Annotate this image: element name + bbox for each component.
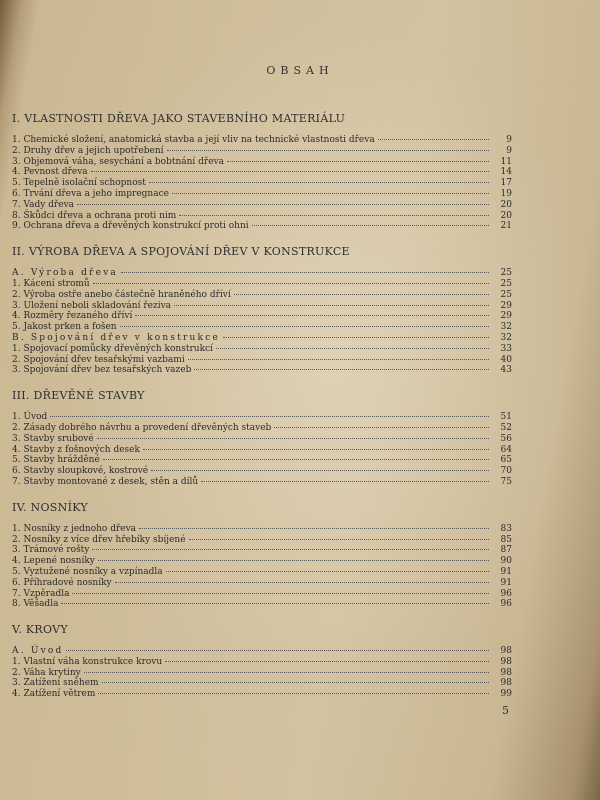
- entry-page-number: 40: [500, 354, 512, 365]
- section-heading: IV. NOSNÍKY: [12, 500, 88, 514]
- entry-title: 7. Stavby montované z desek, stěn a dílů: [12, 476, 199, 487]
- toc-entry: [12, 290, 512, 301]
- toc-entry: [12, 157, 512, 168]
- entry-page-number: 99: [500, 689, 512, 700]
- entry-title: 2. Váha krytiny: [12, 667, 81, 678]
- entry-title: 1. Kácení stromů: [12, 278, 90, 289]
- toc-entry: [12, 466, 512, 477]
- table-of-contents: [12, 110, 512, 711]
- entry-page-number: 29: [500, 300, 512, 311]
- entry-page-number: 20: [500, 199, 512, 210]
- entry-title: 8. Věšadla: [12, 599, 59, 610]
- toc-entry: [12, 344, 512, 355]
- entry-title: 1. Vlastní váha konstrukce krovu: [12, 656, 163, 667]
- dot-leader: [274, 426, 489, 428]
- toc-entry: [12, 646, 512, 657]
- dot-leader: [151, 469, 489, 471]
- toc-entry: [12, 167, 512, 178]
- dot-leader: [66, 649, 489, 651]
- toc-entry: [12, 178, 512, 189]
- entry-title: 4. Pevnost dřeva: [12, 167, 88, 178]
- dot-leader: [77, 203, 489, 205]
- toc-entry: [12, 668, 512, 679]
- entry-page-number: 56: [500, 433, 512, 444]
- toc-entry: [12, 333, 512, 344]
- entry-page-number: 90: [500, 556, 512, 567]
- entry-page-number: 33: [500, 343, 512, 354]
- toc-entry: [12, 455, 512, 466]
- dot-leader: [91, 170, 489, 172]
- toc-entry: [12, 657, 512, 668]
- entry-page-number: 83: [500, 523, 512, 534]
- entry-title: 5. Jakost prken a fošen: [12, 322, 117, 333]
- dot-leader: [102, 681, 489, 683]
- entry-title: 4. Rozměry řezaného dříví: [12, 311, 133, 322]
- section-heading: I. VLASTNOSTI DŘEVA JAKO STAVEBNÍHO MATERIÁLU: [12, 112, 346, 125]
- dot-leader: [50, 415, 489, 417]
- dot-leader: [252, 224, 489, 226]
- entry-title: 3. Zatížení sněhem: [12, 678, 99, 689]
- dot-leader: [223, 336, 489, 338]
- toc-section: [12, 243, 512, 387]
- entry-title: 5. Stavby hrážděné: [12, 455, 100, 466]
- toc-entry: [12, 322, 512, 333]
- entry-title: 3. Stavby srubové: [12, 433, 94, 444]
- entry-page-number: 70: [500, 466, 512, 477]
- toc-entry: [12, 365, 512, 376]
- toc-entry: [12, 545, 512, 556]
- dot-leader: [115, 581, 489, 583]
- toc-entry: [12, 599, 512, 610]
- entry-page-number: 75: [500, 476, 512, 487]
- dot-leader: [143, 448, 489, 450]
- entry-title: 6. Stavby sloupkové, kostrové: [12, 466, 149, 477]
- entry-title: 3. Uložení neboli skladování řeziva: [12, 300, 172, 311]
- toc-entry: [12, 689, 512, 700]
- entry-page-number: 21: [500, 221, 512, 232]
- entry-title: 1. Úvod: [12, 412, 48, 423]
- entry-title: 5. Vyztužené nosníky a vzpínadla: [12, 566, 163, 577]
- entry-title: 2. Zásady dobrého návrhu a provedení dřevěných staveb: [12, 422, 272, 433]
- toc-entry: [12, 221, 512, 232]
- entry-page-number: 11: [500, 156, 512, 167]
- page-title: OBSAH: [266, 64, 334, 77]
- entry-title: 1. Spojovací pomůcky dřevěných konstrukcí: [12, 343, 213, 354]
- entry-title: 4. Zatížení větrem: [12, 689, 96, 700]
- toc-entry: [12, 211, 512, 222]
- toc-entry: [12, 524, 512, 535]
- dot-leader: [165, 660, 489, 662]
- entry-page-number: 91: [500, 566, 512, 577]
- toc-entry: [12, 556, 512, 567]
- entry-page-number: 85: [500, 534, 512, 545]
- dot-leader: [92, 548, 489, 550]
- section-heading: V. KROVY: [12, 623, 68, 637]
- entry-title: 7. Vzpěradla: [12, 588, 70, 599]
- dot-leader: [139, 527, 489, 529]
- dot-leader: [378, 138, 489, 140]
- toc-entry: [12, 311, 512, 322]
- entry-title: 7. Vady dřeva: [12, 199, 75, 210]
- entry-title: 2. Druhy dřev a jejich upotřebení: [12, 145, 164, 156]
- entry-title: 1. Chemické složení, anatomická stavba a její vliv na technické vlastnosti dřeva: [12, 135, 375, 145]
- entry-page-number: 25: [500, 289, 512, 300]
- dot-leader: [166, 570, 489, 572]
- entry-page-number: 43: [500, 365, 512, 376]
- entry-page-number: 9: [506, 135, 512, 145]
- dot-leader: [121, 271, 489, 273]
- section-heading: II. VÝROBA DŘEVA A SPOJOVÁNÍ DŘEV V KONSTRUKCE: [12, 245, 350, 259]
- entry-page-number: 64: [500, 444, 512, 455]
- dot-leader: [201, 480, 489, 482]
- toc-section: [12, 387, 512, 499]
- entry-page-number: 98: [500, 656, 512, 667]
- entry-page-number: 96: [500, 588, 512, 599]
- dot-leader: [135, 314, 489, 316]
- section-heading: III. DŘEVĚNÉ STAVBY: [12, 389, 145, 403]
- dot-leader: [93, 282, 489, 284]
- dot-leader: [97, 437, 489, 439]
- entry-page-number: 25: [500, 268, 512, 279]
- entry-page-number: 52: [500, 422, 512, 433]
- dot-leader: [174, 304, 489, 306]
- toc-section: [12, 621, 512, 711]
- dot-leader: [98, 692, 489, 694]
- entry-title: 1. Nosníky z jednoho dřeva: [12, 523, 137, 534]
- entry-title: 2. Nosníky z více dřev hřebíky sbíjené: [12, 534, 186, 545]
- page-number: 5: [502, 704, 509, 717]
- toc-entry: [12, 423, 512, 434]
- toc-entry: [12, 578, 512, 589]
- toc-entry: [12, 355, 512, 366]
- entry-title: B. Spojování dřev v konstrukce: [12, 332, 220, 343]
- dot-leader: [227, 160, 489, 162]
- entry-page-number: 19: [500, 188, 512, 199]
- entry-page-number: 65: [500, 455, 512, 466]
- entry-page-number: 17: [500, 178, 512, 189]
- toc-section: [12, 499, 512, 621]
- entry-title: A. Výroba dřeva: [12, 268, 118, 279]
- entry-page-number: 32: [500, 322, 512, 333]
- dot-leader: [167, 149, 489, 151]
- toc-entry: [12, 589, 512, 600]
- dot-leader: [98, 559, 489, 561]
- entry-title: 4. Lepené nosníky: [12, 556, 95, 567]
- entry-title: A. Úvod: [12, 646, 64, 657]
- toc-entry: [12, 268, 512, 279]
- dot-leader: [172, 192, 489, 194]
- entry-title: 4. Stavby z fošnových desek: [12, 444, 140, 455]
- dot-leader: [179, 214, 489, 216]
- toc-entry: [12, 445, 512, 456]
- dot-leader: [103, 458, 489, 460]
- entry-title: 2. Výroba ostře anebo částečně hraněného dříví: [12, 289, 231, 300]
- entry-page-number: 32: [500, 332, 512, 343]
- entry-page-number: 14: [500, 167, 512, 178]
- entry-title: 3. Trámové rošty: [12, 545, 90, 556]
- dot-leader: [84, 671, 489, 673]
- entry-page-number: 91: [500, 577, 512, 588]
- dot-leader: [189, 538, 489, 540]
- entry-title: 6. Příhradové nosníky: [12, 577, 112, 588]
- entry-page-number: 98: [500, 646, 512, 657]
- dot-leader: [234, 293, 489, 295]
- entry-page-number: 96: [500, 599, 512, 610]
- dot-leader: [72, 592, 489, 594]
- entry-title: 9. Ochrana dřeva a dřevěných konstrukcí proti ohni: [12, 221, 249, 232]
- dot-leader: [188, 358, 489, 360]
- entry-page-number: 51: [500, 412, 512, 423]
- entry-title: 6. Trvání dřeva a jeho impregnace: [12, 188, 169, 199]
- entry-title: 8. Škůdci dřeva a ochrana proti nim: [12, 210, 177, 221]
- dot-leader: [149, 181, 489, 183]
- entry-page-number: 25: [500, 278, 512, 289]
- toc-entry: [12, 135, 512, 146]
- entry-title: 5. Tepelně isolační schopnost: [12, 178, 146, 189]
- entry-title: 3. Spojování dřev bez tesařských vazeb: [12, 365, 192, 376]
- toc-entry: [12, 200, 512, 211]
- entry-page-number: 87: [500, 545, 512, 556]
- entry-page-number: 29: [500, 311, 512, 322]
- toc-entry: [12, 567, 512, 578]
- dot-leader: [61, 602, 489, 604]
- toc-entry: [12, 434, 512, 445]
- toc-entry: [12, 678, 512, 689]
- entry-title: 3. Objemová váha, sesychání a bobtnání dřeva: [12, 156, 225, 167]
- toc-entry: [12, 412, 512, 423]
- entry-title: 2. Spojování dřev tesařskými vazbami: [12, 354, 185, 365]
- toc-entry: [12, 189, 512, 200]
- toc-entry: [12, 535, 512, 546]
- toc-entry: [12, 279, 512, 290]
- entry-page-number: 98: [500, 678, 512, 689]
- entry-page-number: 98: [500, 667, 512, 678]
- dot-leader: [194, 368, 489, 370]
- toc-entry: [12, 146, 512, 157]
- entry-page-number: 20: [500, 210, 512, 221]
- dot-leader: [120, 325, 489, 327]
- entry-page-number: 9: [506, 145, 512, 156]
- toc-entry: [12, 477, 512, 488]
- toc-entry: [12, 301, 512, 312]
- toc-section: [12, 110, 512, 243]
- dot-leader: [216, 347, 489, 349]
